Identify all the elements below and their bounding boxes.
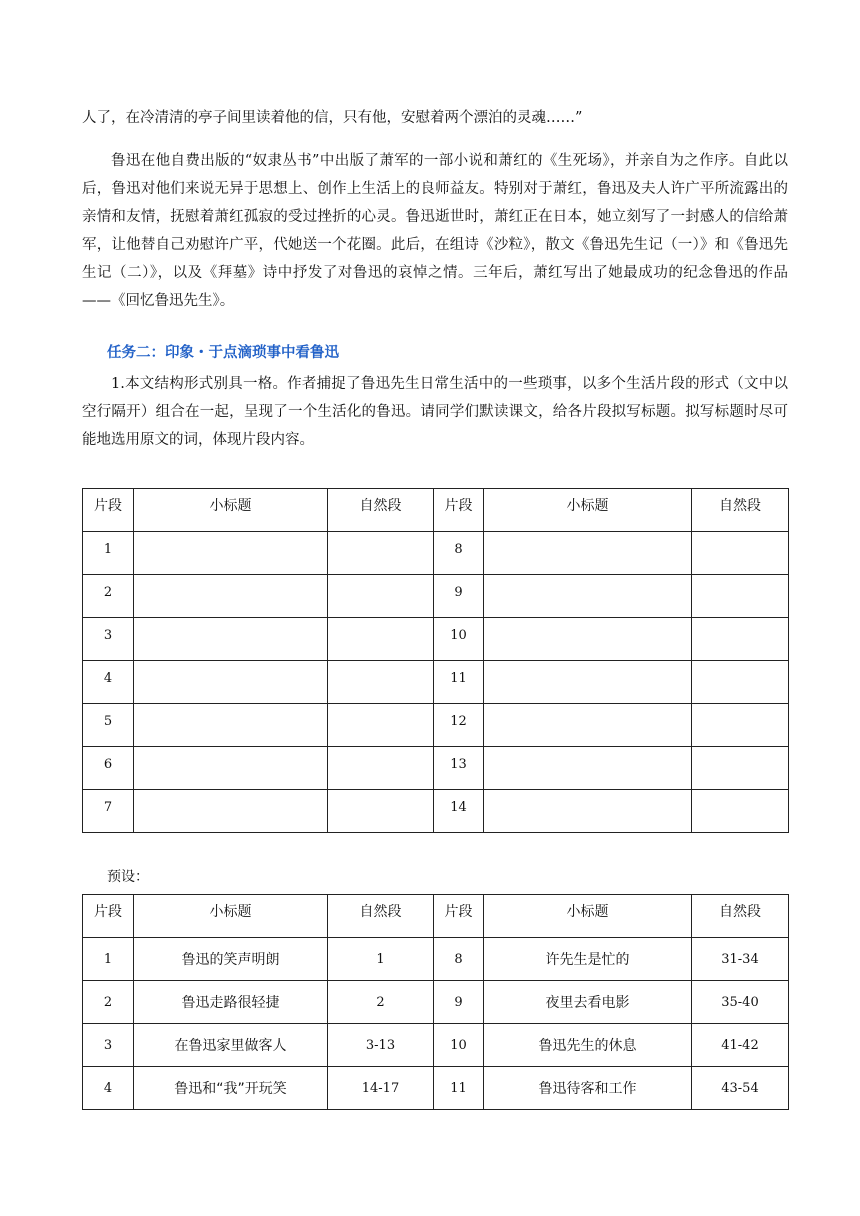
subtitle-blank[interactable] bbox=[134, 618, 328, 661]
segment-subtitle: 鲁迅待客和工作 bbox=[484, 1067, 692, 1110]
segment-number: 12 bbox=[434, 704, 484, 747]
paragraph-blank[interactable] bbox=[692, 661, 789, 704]
subtitle-blank[interactable] bbox=[134, 790, 328, 833]
segment-number: 8 bbox=[434, 532, 484, 575]
segment-number: 9 bbox=[434, 981, 484, 1024]
header-paragraph: 自然段 bbox=[328, 895, 434, 938]
subtitle-blank[interactable] bbox=[484, 532, 692, 575]
header-paragraph: 自然段 bbox=[692, 489, 789, 532]
header-segment: 片段 bbox=[83, 489, 134, 532]
subtitle-blank[interactable] bbox=[484, 661, 692, 704]
header-paragraph: 自然段 bbox=[692, 895, 789, 938]
header-segment: 片段 bbox=[434, 489, 484, 532]
segment-subtitle: 鲁迅先生的休息 bbox=[484, 1024, 692, 1067]
table-row bbox=[83, 790, 789, 833]
segment-number: 9 bbox=[434, 575, 484, 618]
paragraph-blank[interactable] bbox=[692, 704, 789, 747]
segment-number: 11 bbox=[434, 661, 484, 704]
preset-label: 预设： bbox=[107, 869, 149, 885]
table-header-row bbox=[83, 895, 789, 938]
table-row bbox=[83, 1067, 789, 1110]
subtitle-blank[interactable] bbox=[134, 575, 328, 618]
paragraph-blank[interactable] bbox=[328, 704, 434, 747]
table-row bbox=[83, 981, 789, 1024]
subtitle-blank[interactable] bbox=[484, 747, 692, 790]
segment-number: 13 bbox=[434, 747, 484, 790]
table-row bbox=[83, 661, 789, 704]
segment-number: 4 bbox=[83, 1067, 134, 1110]
paragraph-range: 41-42 bbox=[692, 1024, 789, 1067]
subtitle-blank[interactable] bbox=[134, 704, 328, 747]
segment-number: 3 bbox=[83, 1024, 134, 1067]
preset-segment-table bbox=[82, 894, 789, 1110]
paragraph-range: 3-13 bbox=[328, 1024, 434, 1067]
paragraph-blank[interactable] bbox=[328, 575, 434, 618]
header-subtitle: 小标题 bbox=[484, 895, 692, 938]
segment-number: 7 bbox=[83, 790, 134, 833]
paragraph-range: 31-34 bbox=[692, 938, 789, 981]
segment-number: 5 bbox=[83, 704, 134, 747]
segment-number: 11 bbox=[434, 1067, 484, 1110]
table-row bbox=[83, 938, 789, 981]
segment-number: 10 bbox=[434, 618, 484, 661]
segment-number: 1 bbox=[83, 532, 134, 575]
segment-subtitle: 许先生是忙的 bbox=[484, 938, 692, 981]
paragraph-blank[interactable] bbox=[328, 618, 434, 661]
header-segment: 片段 bbox=[83, 895, 134, 938]
segment-subtitle: 鲁迅走路很轻捷 bbox=[134, 981, 328, 1024]
paragraph-blank[interactable] bbox=[328, 661, 434, 704]
paragraph-quote-end: 人了，在冷清清的亭子间里读着他的信，只有他，安慰着两个漂泊的灵魂……” bbox=[82, 110, 583, 126]
segment-number: 2 bbox=[83, 981, 134, 1024]
segment-number: 1 bbox=[83, 938, 134, 981]
header-segment: 片段 bbox=[434, 895, 484, 938]
segment-number: 6 bbox=[83, 747, 134, 790]
header-subtitle: 小标题 bbox=[484, 489, 692, 532]
task-heading: 任务二：印象・于点滴琐事中看鲁迅 bbox=[107, 345, 339, 361]
subtitle-blank[interactable] bbox=[484, 704, 692, 747]
paragraph-blank[interactable] bbox=[692, 618, 789, 661]
paragraph-range: 1 bbox=[328, 938, 434, 981]
segment-number: 2 bbox=[83, 575, 134, 618]
paragraph-blank[interactable] bbox=[692, 747, 789, 790]
header-subtitle: 小标题 bbox=[134, 489, 328, 532]
paragraph-range: 35-40 bbox=[692, 981, 789, 1024]
paragraph-blank[interactable] bbox=[328, 790, 434, 833]
paragraph-blank[interactable] bbox=[328, 747, 434, 790]
subtitle-blank[interactable] bbox=[134, 747, 328, 790]
paragraph-background: 鲁迅在他自费出版的“奴隶丛书”中出版了萧军的一部小说和萧红的《生死场》，并亲自为之作序。自此以后，鲁迅对他们来说无异于思想上、创作上生活上的良师益友。特别对于萧红，鲁迅及夫人许广平所流露出的亲情和友情，抚慰着萧红孤寂的受过挫折的心灵。鲁迅逝世时，萧红正在日本，她立刻写了一封感人的信给萧军，让他替自己劝慰许广平，代她送一个花圈。此后，在组诗《沙粒》，散文《鲁迅先生记（一）》和《鲁迅先生记（二）》，以及《拜墓》诗中抒发了对鲁迅的哀悼之情。三年后，萧红写出了她最成功的纪念鲁迅的作品——《回忆鲁迅先生》。 bbox=[82, 153, 788, 309]
table-row bbox=[83, 747, 789, 790]
segment-number: 3 bbox=[83, 618, 134, 661]
paragraph-blank[interactable] bbox=[692, 532, 789, 575]
segment-number: 4 bbox=[83, 661, 134, 704]
header-paragraph: 自然段 bbox=[328, 489, 434, 532]
segment-number: 14 bbox=[434, 790, 484, 833]
paragraph-range: 2 bbox=[328, 981, 434, 1024]
table-row bbox=[83, 532, 789, 575]
paragraph-range: 43-54 bbox=[692, 1067, 789, 1110]
segment-number: 10 bbox=[434, 1024, 484, 1067]
paragraph-range: 14-17 bbox=[328, 1067, 434, 1110]
paragraph-blank[interactable] bbox=[692, 575, 789, 618]
segment-subtitle: 夜里去看电影 bbox=[484, 981, 692, 1024]
subtitle-blank[interactable] bbox=[134, 532, 328, 575]
paragraph-blank[interactable] bbox=[328, 532, 434, 575]
paragraph-task-instruction: 1.本文结构形式别具一格。作者捕捉了鲁迅先生日常生活中的一些琐事，以多个生活片段的形式（文中以空行隔开）组合在一起，呈现了一个生活化的鲁迅。请同学们默读课文，给各片段拟写标题。拟写标题时尽可能地选用原文的词，体现片段内容。 bbox=[82, 376, 788, 448]
subtitle-blank[interactable] bbox=[484, 618, 692, 661]
paragraph-blank[interactable] bbox=[692, 790, 789, 833]
table-row bbox=[83, 618, 789, 661]
subtitle-blank[interactable] bbox=[134, 661, 328, 704]
table-row bbox=[83, 1024, 789, 1067]
table-row bbox=[83, 704, 789, 747]
blank-segment-table bbox=[82, 488, 789, 833]
subtitle-blank[interactable] bbox=[484, 575, 692, 618]
segment-subtitle: 在鲁迅家里做客人 bbox=[134, 1024, 328, 1067]
subtitle-blank[interactable] bbox=[484, 790, 692, 833]
table-header-row bbox=[83, 489, 789, 532]
table-row bbox=[83, 575, 789, 618]
segment-number: 8 bbox=[434, 938, 484, 981]
segment-subtitle: 鲁迅和“我”开玩笑 bbox=[134, 1067, 328, 1110]
header-subtitle: 小标题 bbox=[134, 895, 328, 938]
segment-subtitle: 鲁迅的笑声明朗 bbox=[134, 938, 328, 981]
